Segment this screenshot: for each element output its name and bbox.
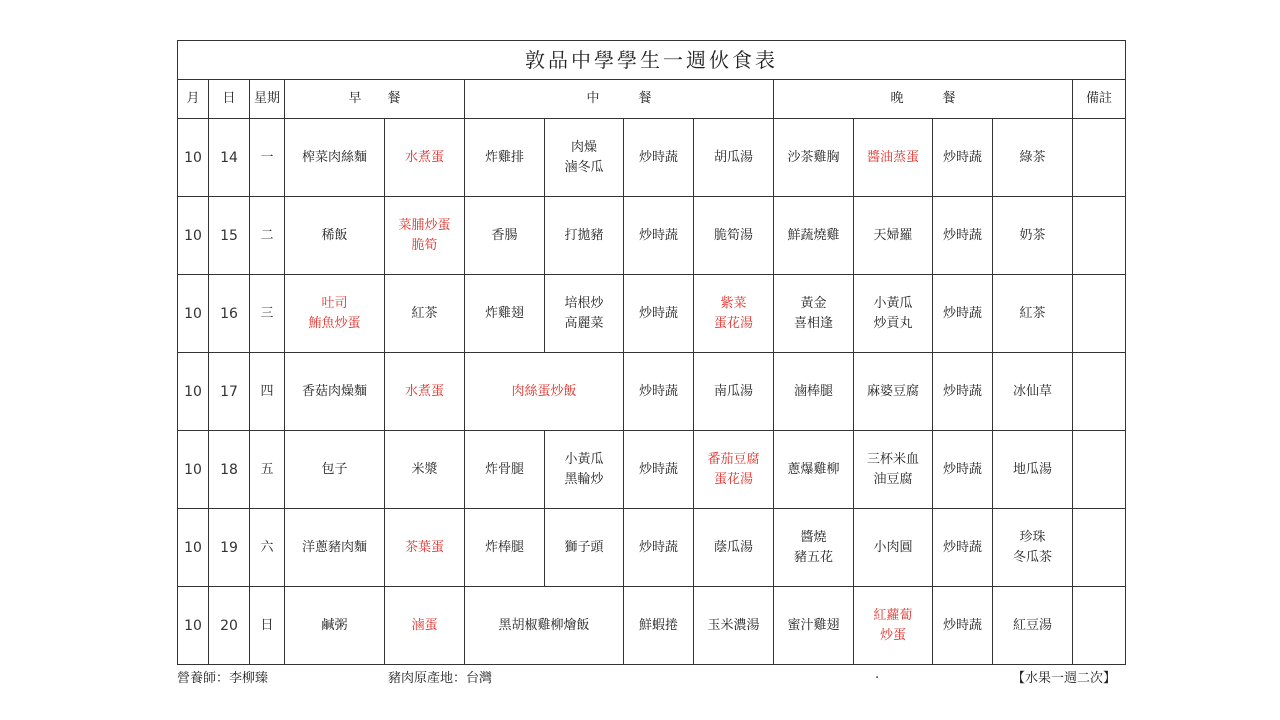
table-row [178,431,1126,509]
dish-cell: 蔥爆雞柳 [774,431,854,509]
weekday-cell: 四 [250,353,285,431]
dish-cell: 小黃瓜 炒貢丸 [854,275,933,353]
pork-origin-text: 豬肉原產地：台灣 [388,671,493,686]
header-breakfast: 早 餐 [285,80,465,119]
table-row [178,197,1126,275]
header-notes: 備註 [1073,80,1126,119]
notes-cell [1073,587,1126,665]
dish-cell: 獅子頭 [545,509,624,587]
dish-cell: 沙茶雞胸 [774,119,854,197]
footer [177,664,1125,686]
dish-cell: 肉絲蛋炒飯 [465,353,624,431]
dish-cell: 培根炒 高麗菜 [545,275,624,353]
dietitian-text: 營養師：李柳臻 [177,671,269,686]
header-dinner: 晚 餐 [774,80,1073,119]
footer-dot: . [875,667,880,682]
dish-cell: 炒時蔬 [933,353,993,431]
header-day: 日 [209,80,250,119]
dish-cell: 麻婆豆腐 [854,353,933,431]
month-cell: 10 [178,197,209,275]
dish-cell: 醬油蒸蛋 [854,119,933,197]
dish-cell: 天婦羅 [854,197,933,275]
weekday-cell: 三 [250,275,285,353]
dish-cell: 鹹粥 [285,587,385,665]
dish-cell: 蜜汁雞翅 [774,587,854,665]
day-cell: 17 [209,353,250,431]
dish-cell: 鮮蝦捲 [624,587,694,665]
weekday-cell: 一 [250,119,285,197]
dish-cell: 炒時蔬 [624,275,694,353]
dish-cell: 地瓜湯 [993,431,1073,509]
dish-cell: 滷蛋 [385,587,465,665]
dish-cell: 小黃瓜 黑輪炒 [545,431,624,509]
dish-cell: 炒時蔬 [624,353,694,431]
dish-cell: 醬燒 豬五花 [774,509,854,587]
table-row [178,353,1126,431]
dish-cell: 榨菜肉絲麵 [285,119,385,197]
dish-cell: 炒時蔬 [624,119,694,197]
weekday-cell: 五 [250,431,285,509]
month-cell: 10 [178,587,209,665]
dish-cell: 紅蘿蔔 炒蛋 [854,587,933,665]
notes-cell [1073,509,1126,587]
dish-cell: 打拋豬 [545,197,624,275]
dish-cell: 冰仙草 [993,353,1073,431]
dish-cell: 洋蔥豬肉麵 [285,509,385,587]
dish-cell: 肉燥 滷冬瓜 [545,119,624,197]
dish-cell: 紫菜 蛋花湯 [694,275,774,353]
dish-cell: 吐司 鮪魚炒蛋 [285,275,385,353]
dish-cell: 滷棒腿 [774,353,854,431]
dish-cell: 米漿 [385,431,465,509]
dish-cell: 紅豆湯 [993,587,1073,665]
weekday-cell: 二 [250,197,285,275]
fruit-note-text: 【水果一週二次】 [1012,671,1117,686]
dish-cell: 紅茶 [993,275,1073,353]
table-row [178,119,1126,197]
dish-cell: 小肉圓 [854,509,933,587]
header-month: 月 [178,80,209,119]
dish-cell: 炒時蔬 [624,509,694,587]
menu-table [177,40,1126,665]
dish-cell: 炒時蔬 [933,275,993,353]
header-weekday: 星期 [250,80,285,119]
notes-cell [1073,197,1126,275]
dish-cell: 胡瓜湯 [694,119,774,197]
month-cell: 10 [178,275,209,353]
dish-cell: 包子 [285,431,385,509]
day-cell: 18 [209,431,250,509]
dish-cell: 脆筍湯 [694,197,774,275]
day-cell: 15 [209,197,250,275]
dish-cell: 紅茶 [385,275,465,353]
month-cell: 10 [178,431,209,509]
dish-cell: 玉米濃湯 [694,587,774,665]
dish-cell: 南瓜湯 [694,353,774,431]
table-title: 敦品中學學生一週伙食表 [178,41,1126,80]
dish-cell: 綠茶 [993,119,1073,197]
table-row [178,587,1126,665]
notes-cell [1073,431,1126,509]
weekday-cell: 日 [250,587,285,665]
dish-cell: 番茄豆腐 蛋花湯 [694,431,774,509]
dish-cell: 茶葉蛋 [385,509,465,587]
dish-cell: 奶茶 [993,197,1073,275]
month-cell: 10 [178,353,209,431]
dish-cell: 香腸 [465,197,545,275]
notes-cell [1073,353,1126,431]
dish-cell: 菜脯炒蛋 脆筍 [385,197,465,275]
dish-cell: 炒時蔬 [933,431,993,509]
dish-cell: 炸棒腿 [465,509,545,587]
month-cell: 10 [178,119,209,197]
dish-cell: 水煮蛋 [385,119,465,197]
dish-cell: 炸骨腿 [465,431,545,509]
dish-cell: 蔭瓜湯 [694,509,774,587]
header-lunch: 中 餐 [465,80,774,119]
dish-cell: 炒時蔬 [933,509,993,587]
dish-cell: 炒時蔬 [933,119,993,197]
dish-cell: 稀飯 [285,197,385,275]
dish-cell: 炸雞排 [465,119,545,197]
month-cell: 10 [178,509,209,587]
day-cell: 19 [209,509,250,587]
dish-cell: 黑胡椒雞柳燴飯 [465,587,624,665]
dish-cell: 鮮蔬燒雞 [774,197,854,275]
dish-cell: 黃金 喜相逢 [774,275,854,353]
header-row [178,80,1126,119]
dish-cell: 炒時蔬 [933,587,993,665]
dish-cell: 三杯米血 油豆腐 [854,431,933,509]
dish-cell: 炸雞翅 [465,275,545,353]
notes-cell [1073,119,1126,197]
table-row [178,509,1126,587]
notes-cell [1073,275,1126,353]
day-cell: 16 [209,275,250,353]
day-cell: 20 [209,587,250,665]
dish-cell: 珍珠 冬瓜茶 [993,509,1073,587]
table-row [178,275,1126,353]
dish-cell: 炒時蔬 [624,197,694,275]
dish-cell: 水煮蛋 [385,353,465,431]
weekday-cell: 六 [250,509,285,587]
dish-cell: 香菇肉燥麵 [285,353,385,431]
day-cell: 14 [209,119,250,197]
dish-cell: 炒時蔬 [933,197,993,275]
dish-cell: 炒時蔬 [624,431,694,509]
